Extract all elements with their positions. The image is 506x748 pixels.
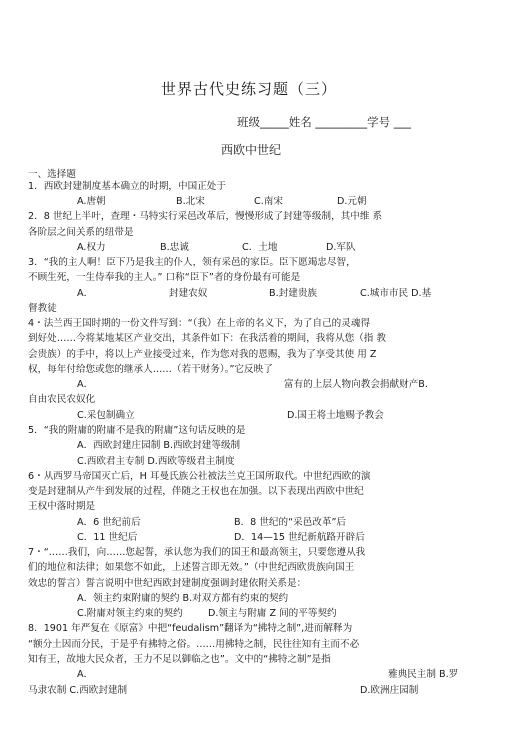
unit-subtitle: 西欧中世纪 bbox=[221, 143, 282, 157]
q7-option-d: D.领主与附庸 Z 间的平等契约 bbox=[208, 608, 337, 619]
question-8-stem-line-2: “额分土因而分民，于是乎有拂特之俗。……用拂特之制，民往往知有主而不必 bbox=[28, 639, 360, 650]
q3-option-b: B.封建贵族 bbox=[269, 288, 318, 299]
question-4-stem-line-3: 会贵族）的手中，将以上产业接受过来，作为您对我的恩赐，我为了享受其使 用 Z bbox=[28, 349, 377, 360]
q4-option-c: C.采包制确立 bbox=[77, 410, 135, 421]
q4-option-b-text: 自由农民农奴化 bbox=[28, 394, 96, 405]
student-info-line: 班级_____姓名 _________学号 ___ bbox=[237, 115, 412, 129]
q1-option-c: C.南宋 bbox=[254, 196, 283, 207]
q7-option-c: C.附庸对领主约束的契约 bbox=[77, 608, 183, 619]
question-7-stem-line-3: 效忠的誓言）誓言说明中世纪西欧封建制度强调封建依附关系是： bbox=[28, 578, 307, 589]
q2-option-b: B.忠诚 bbox=[160, 242, 189, 253]
q1-option-a: A.唐朝 bbox=[77, 196, 106, 207]
question-8-stem-line-3: 知有王，故地大民众者，王力不足以御临之也”。文中的“拂特之制”是指 bbox=[28, 654, 331, 665]
q3-option-c-d: C.城市市民 D.基 bbox=[360, 288, 432, 299]
q2-option-c: C．土地 bbox=[242, 242, 278, 253]
q4-option-a-text: 富有的上层人物向教会捐献财产B． bbox=[284, 379, 435, 390]
q5-options-a-b: A．西欧封建庄园制 B.西欧封建等级制 bbox=[77, 440, 241, 451]
q3-option-d-wrap: 督教徒 bbox=[28, 303, 57, 314]
q8-option-a-label: A． bbox=[77, 669, 94, 680]
q7-options-a-b: A．领主约束附庸的契约 B.对双方都有约束的契约 bbox=[77, 593, 289, 604]
question-2-stem-line-2: 各阶层之间关系的纽带是 bbox=[28, 227, 134, 238]
question-4-stem-line-2: 到好处……今将某地某区产业交出，其条件如下：在我活着的期间，我将从您（指 教 bbox=[28, 333, 387, 344]
question-3-stem-line-1: 3．“我的主人啊！臣下乃是我主的仆人，领有采邑的家臣。臣下愿竭忠尽智， bbox=[28, 257, 356, 268]
question-7-stem-line-2: 们的地位和法律；如果您不如此，上述誓言即无效。”（中世纪西欧贵族向国王 bbox=[28, 562, 355, 573]
q8-option-b-c: 马隶农制 C.西欧封建制 bbox=[28, 685, 128, 696]
question-2-stem-line-1: 2．8 世纪上半叶，查理・马特实行采邑改革后，慢慢形成了封建等级制，其中维 系 bbox=[28, 211, 383, 222]
question-4-stem-line-1: 4・法兰西王国时期的一份文件写到：“（我）在上帝的名义下，为了自己的灵魂得 bbox=[28, 318, 371, 329]
question-7-stem-line-1: 7・“……我们，向……您起誓，承认您为我们的国王和最高领主，只要您遵从我 bbox=[28, 547, 366, 558]
q2-option-a: A.权力 bbox=[77, 242, 106, 253]
q2-option-d: D.军队 bbox=[326, 242, 356, 253]
q8-option-d: D.欧洲庄园制 bbox=[360, 685, 419, 696]
page-title: 世界古代史练习题（三） bbox=[161, 80, 338, 98]
q8-option-a-b-text: 雅典民主制 B.罗 bbox=[388, 669, 459, 680]
q6-option-b: B．8 世纪的“采邑改革”后 bbox=[234, 517, 347, 528]
question-3-stem-line-2: 不顾生死，一生侍奉我的主人。” 口称“臣下”者的身份最有可能是 bbox=[28, 272, 301, 283]
q6-option-a: A．6 世纪前后 bbox=[77, 517, 141, 528]
question-4-stem-line-4: 权，每年付给您或您的继承人……（若干财务）。”它反映了 bbox=[28, 364, 273, 375]
q4-option-a-label: A． bbox=[77, 379, 94, 390]
question-8-stem-line-1: 8．1901 年严复在《原富》中把“feudalism”翻译为“拂特之制”,进而解释为 bbox=[28, 623, 353, 634]
q3-option-a-label: A． bbox=[77, 288, 94, 299]
q1-option-d: D.元朝 bbox=[337, 196, 367, 207]
question-5-stem: 5．“我的附庸的附庸不是我的附庸”这句话反映的是 bbox=[28, 425, 246, 436]
question-6-stem-line-3: 王权中落时期是 bbox=[28, 501, 96, 512]
q1-option-b: B.北宋 bbox=[176, 196, 205, 207]
q6-option-c: C．11 世纪后 bbox=[77, 532, 138, 543]
q5-options-c-d: C.西欧君主专制 D.西欧等级君主制度 bbox=[77, 456, 235, 467]
section-heading: 一、选择题 bbox=[28, 169, 76, 180]
q6-option-d: D．14—15 世纪新航路开辟后 bbox=[234, 532, 365, 543]
question-1-stem: 1．西欧封建制度基本确立的时期，中国正处于 bbox=[28, 181, 226, 192]
q3-option-a-text: 封建农奴 bbox=[169, 288, 208, 299]
question-6-stem-line-1: 6・从西罗马帝国灭亡后，H 耳曼氏族公社被法兰克王国所取代。中世纪西欧的演 bbox=[28, 471, 371, 482]
q4-option-d: D.国王将土地赐予教会 bbox=[287, 410, 384, 421]
question-6-stem-line-2: 变是封建制从产牛到发展的过程，伴随之王权也在加强。以下表现出西欧中世纪 bbox=[28, 486, 364, 497]
